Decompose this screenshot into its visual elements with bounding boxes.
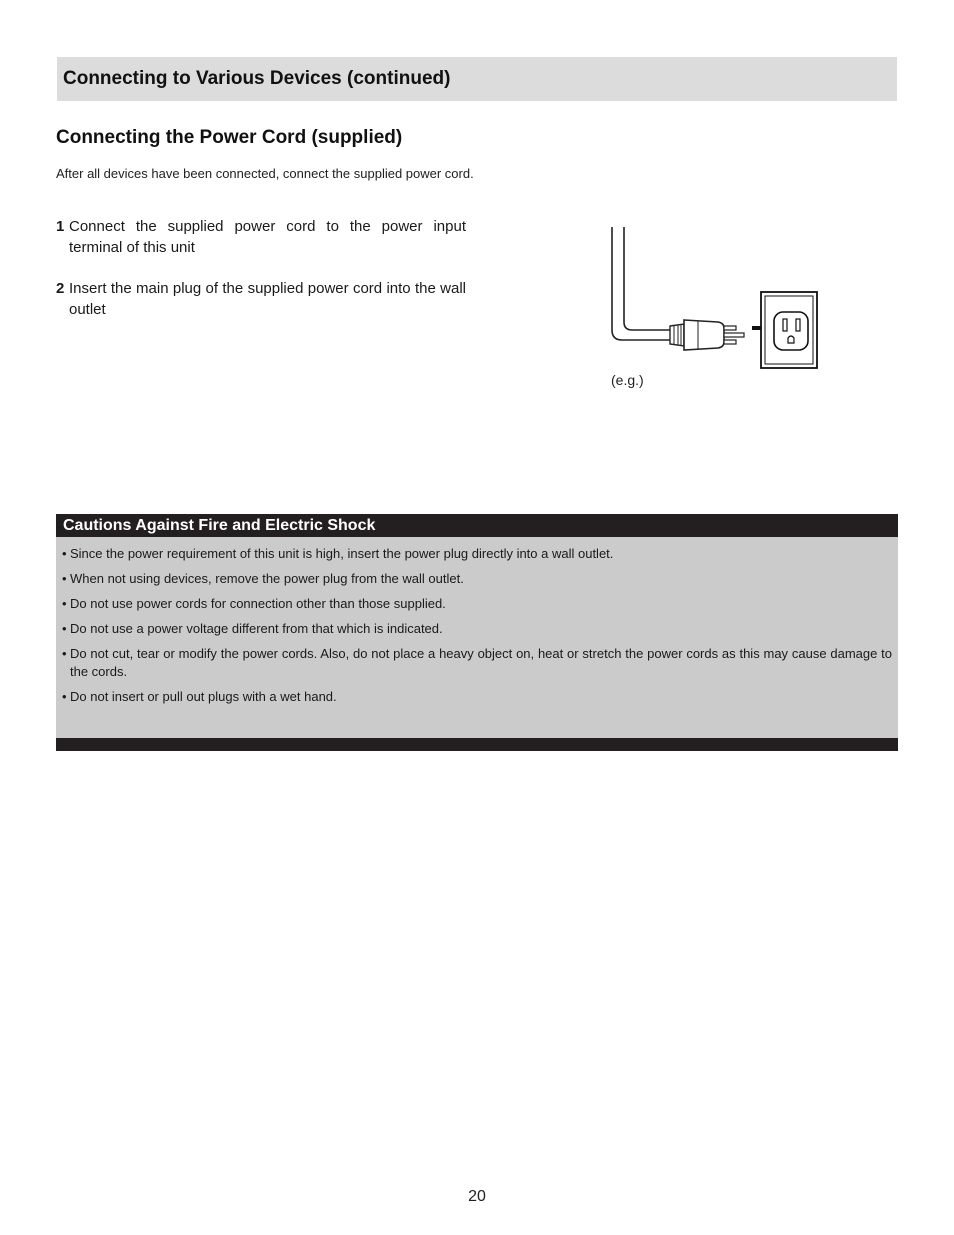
figure-caption: (e.g.): [611, 372, 644, 388]
bullet-icon: •: [62, 546, 67, 561]
caution-item: [62, 620, 892, 638]
power-cord-illustration: [598, 222, 828, 372]
step-text: Connect the supplied power cord to the power input terminal of this unit: [69, 218, 466, 256]
intro-text: After all devices have been connected, connect the supplied power cord.: [56, 166, 474, 181]
step-text: Insert the main plug of the supplied power cord into the wall outlet: [69, 280, 466, 318]
caution-item: [62, 688, 892, 706]
caution-item: [62, 595, 892, 613]
steps-list: [56, 216, 466, 340]
page-number: 20: [468, 1188, 486, 1205]
caution-title: Cautions Against Fire and Electric Shock: [56, 514, 898, 537]
caution-item: [62, 545, 892, 563]
header-title: Connecting to Various Devices (continued): [63, 68, 451, 89]
plug-outlet-icon: [598, 222, 828, 372]
caution-text: Since the power requirement of this unit is high, insert the power plug directly into a wall outlet.: [70, 546, 614, 561]
caution-item: [62, 570, 892, 588]
section-header-bar: [57, 57, 897, 101]
caution-text: Do not use a power voltage different from that which is indicated.: [70, 621, 443, 636]
bullet-icon: •: [62, 571, 67, 586]
caution-box: [56, 514, 898, 751]
bullet-icon: •: [62, 689, 67, 704]
step-number: 2: [56, 280, 65, 297]
caution-list: [56, 537, 898, 706]
caution-item: [62, 645, 892, 681]
step-item: [56, 216, 466, 258]
bullet-icon: •: [62, 646, 67, 661]
step-item: [56, 278, 466, 320]
step-number: 1: [56, 218, 65, 235]
caution-text: Do not insert or pull out plugs with a wet hand.: [70, 689, 337, 704]
caution-text: When not using devices, remove the power plug from the wall outlet.: [70, 571, 464, 586]
section-title: Connecting the Power Cord (supplied): [56, 127, 403, 148]
caution-text: Do not cut, tear or modify the power cords. Also, do not place a heavy object on, heat or stretch the power cords as this may cause damage to the cords.: [70, 646, 892, 679]
bullet-icon: •: [62, 596, 67, 611]
caution-text: Do not use power cords for connection other than those supplied.: [70, 596, 446, 611]
caution-footer-bar: [56, 738, 898, 751]
bullet-icon: •: [62, 621, 67, 636]
